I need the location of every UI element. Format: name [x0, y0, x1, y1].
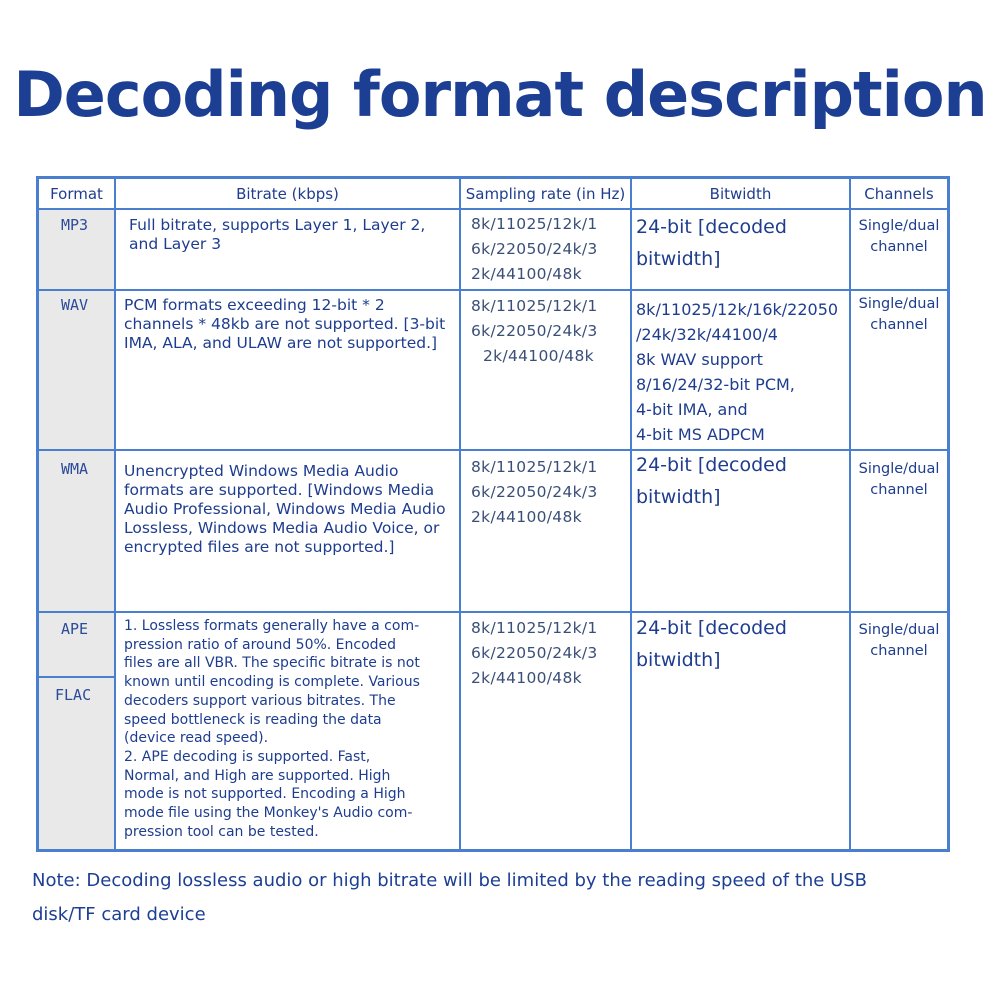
sampling-line: 6k/22050/24k/3 — [471, 322, 598, 340]
bitrate-line: mode file using the Monkey's Audio com- — [124, 805, 413, 822]
bitwidth-wma: 24-bit [decoded bitwidth] — [636, 454, 787, 508]
format-ape: APE — [61, 620, 89, 638]
bitwidth-line: /24k/32k/44100/4 — [636, 325, 778, 344]
channels-wma: Single/dual channel — [858, 461, 940, 498]
bitwidth-line: 8k/11025/12k/16k/22050 — [636, 300, 839, 319]
sampling-line: 2k/44100/48k — [471, 669, 582, 687]
bitrate-line: 2. APE decoding is supported. Fast, — [124, 748, 371, 765]
sampling-line: 8k/11025/12k/1 — [471, 297, 598, 315]
bitrate-line: mode is not supported. Encoding a High — [124, 786, 406, 803]
bitrate-wav: PCM formats exceeding 12-bit * 2 channels * 48kb are not supported. [3-bit IMA, ALA, and ULAW are not supported.] — [124, 296, 446, 352]
bitwidth-line: 4-bit IMA, and — [636, 400, 748, 419]
sampling-line: 2k/44100/48k — [483, 347, 594, 365]
sampling-line: 8k/11025/12k/1 — [471, 619, 598, 637]
bitrate-line: known until encoding is complete. Various — [124, 674, 420, 691]
grid-line — [459, 179, 461, 849]
bitwidth-line: 8/16/24/32-bit PCM, — [636, 375, 795, 394]
bitrate-line: pression ratio of around 50%. Encoded — [124, 636, 397, 653]
sampling-ape-flac — [471, 616, 631, 691]
bitwidth-line: 4-bit MS ADPCM — [636, 425, 765, 444]
grid-line — [39, 676, 114, 678]
bitrate-line: Normal, and High are supported. High — [124, 767, 391, 784]
bitrate-line: speed bottleneck is reading the data — [124, 711, 382, 728]
format-mp3: MP3 — [61, 216, 89, 234]
bitwidth-mp3: 24-bit [decoded bitwidth] — [636, 216, 787, 270]
bitwidth-wav — [636, 297, 848, 447]
header-format: Format — [50, 185, 103, 203]
sampling-wma — [471, 455, 631, 530]
grid-line — [39, 289, 947, 291]
sampling-line: 2k/44100/48k — [471, 508, 582, 526]
grid-line — [39, 208, 947, 210]
bitwidth-line: 8k WAV support — [636, 350, 763, 369]
bitrate-line: (device read speed). — [124, 730, 269, 747]
header-bitwidth: Bitwidth — [709, 185, 772, 203]
sampling-wav — [471, 294, 631, 369]
bitrate-ape-flac — [124, 617, 457, 841]
bitrate-mp3: Full bitrate, supports Layer 1, Layer 2, and Layer 3 — [129, 216, 426, 253]
sampling-line: 6k/22050/24k/3 — [471, 240, 598, 258]
sampling-line: 2k/44100/48k — [471, 265, 582, 283]
bitrate-line: 1. Lossless formats generally have a com- — [124, 618, 420, 634]
header-sampling-rate: Sampling rate (in Hz) — [465, 185, 626, 203]
format-wav: WAV — [61, 296, 89, 314]
bitrate-line: files are all VBR. The specific bitrate is not — [124, 655, 420, 672]
bitrate-wma: Unencrypted Windows Media Audio formats are supported. [Windows Media Audio Professional, Windows Media Audio Lossless, Windows Media Audio Voice, or encrypted files are not supported.] — [124, 462, 446, 556]
bitwidth-ape-flac: 24-bit [decoded bitwidth] — [636, 617, 787, 671]
header-bitrate: Bitrate (kbps) — [236, 185, 339, 203]
sampling-line: 6k/22050/24k/3 — [471, 644, 598, 662]
sampling-mp3 — [471, 212, 631, 287]
sampling-line: 8k/11025/12k/1 — [471, 458, 598, 476]
format-flac: FLAC — [55, 686, 92, 704]
bitrate-line: pression tool can be tested. — [124, 823, 319, 840]
grid-line — [849, 179, 851, 849]
page-title: Decoding format description — [13, 58, 987, 131]
bitrate-line: decoders support various bitrates. The — [124, 692, 396, 709]
sampling-line: 6k/22050/24k/3 — [471, 483, 598, 501]
sampling-line: 8k/11025/12k/1 — [471, 215, 598, 233]
grid-line — [114, 179, 116, 849]
channels-mp3: Single/dual channel — [858, 218, 940, 255]
format-wma: WMA — [61, 460, 89, 478]
channels-wav: Single/dual channel — [858, 296, 940, 333]
channels-ape-flac: Single/dual channel — [858, 622, 940, 659]
format-table — [36, 176, 950, 852]
header-channels: Channels — [864, 185, 934, 203]
footnote: Note: Decoding lossless audio or high bitrate will be limited by the reading speed of the USB disk/TF card device — [32, 870, 868, 925]
